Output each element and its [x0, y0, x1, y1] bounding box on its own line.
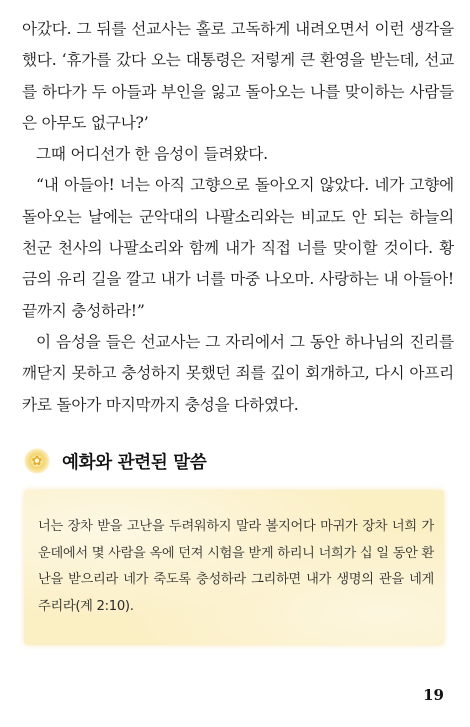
paragraph: 아갔다. 그 뒤를 선교사는 홀로 고독하게 내려오면서 이런 생각을 했다. ‘휴가를 갔다 오는 대통령은 저렇게 큰 환영을 받는데, 선교를 하다가 두 아들과 부인을 잃고 돌아오는 나를 맞이하는 사람들은 아무도 없구나?’ — [22, 20, 454, 132]
body-text — [22, 14, 454, 421]
paragraph: 그때 어디선가 한 음성이 들려왔다. — [36, 145, 268, 164]
paragraph: 이 음성을 들은 선교사는 그 자리에서 그 동안 하나님의 진리를 깨닫지 못하고 충성하지 못했던 죄를 깊이 회개하고, 다시 아프리카로 돌아가 마지막까지 충성을 다하였다. — [22, 332, 454, 414]
paragraph: “내 아들아! 너는 아직 고향으로 돌아오지 않았다. 네가 고향에 돌아오는 날에는 군악대의 나팔소리와는 비교도 안 되는 하늘의 천군 천사의 나팔소리와 함께 내가 직접 너를 맞이할 것이다. 황금의 유리 길을 깔고 내가 너를 마중 나오마. 사랑하는 내 아들아! 끝까지 충성하라!” — [22, 176, 454, 320]
section-heading — [24, 448, 206, 474]
section-heading-label: 예화와 관련된 말씀 — [62, 452, 207, 473]
flower-icon: ✿ — [24, 448, 50, 474]
verse-text: 너는 장차 받을 고난을 두려워하지 말라 볼지어다 마귀가 장차 너희 가운데에서 몇 사람을 옥에 던져 시험을 받게 하리니 너희가 십 일 동안 환난을 받으리라 네가 죽도록 충성하라 그리하면 내가 생명의 관을 네게 주리라(계 2:10). — [38, 519, 434, 614]
page-number: 19 — [423, 686, 444, 704]
verse-box — [24, 490, 444, 645]
